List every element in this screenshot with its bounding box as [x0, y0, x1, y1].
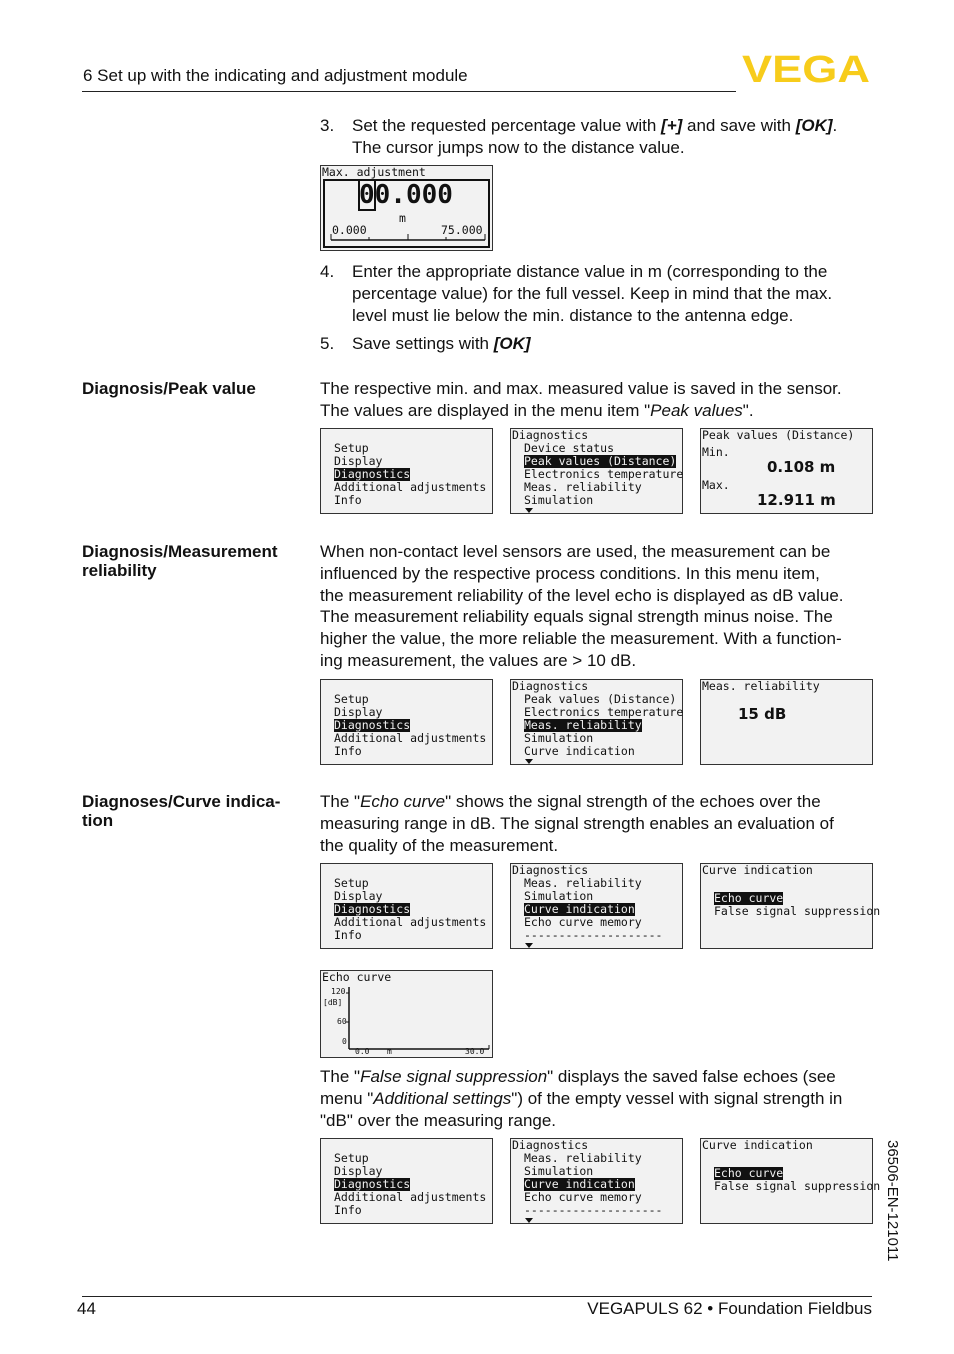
selected-menu-item: Curve indication: [524, 902, 635, 916]
step-3-line-2: The cursor jumps now to the distance value.: [352, 137, 685, 157]
scale-min: 0.000: [332, 223, 367, 237]
min-value: 0.108 m: [767, 458, 836, 476]
y-axis-top-label: 120: [331, 987, 346, 996]
selected-menu-item: Diagnostics: [334, 1177, 411, 1191]
peak-main-menu: Setup Display Diagnostics Additional adjustments Info: [320, 428, 493, 514]
curve-text-1: The "Echo curve" shows the signal strength of the echoes over the measuring range in dB. The signal strength enables an evaluation of the quality of the measurement.: [320, 792, 834, 855]
selected-menu-item: Diagnostics: [334, 718, 411, 732]
y-axis-mid-label: 60: [337, 1017, 347, 1026]
x-axis-min-label: 0.0: [355, 1047, 370, 1056]
document-code: 36506-EN-121011: [884, 1140, 901, 1262]
step-4-text: Enter the appropriate distance value in m (corresponding to the percentage value) for the full vessel. Keep in mind that the max. level must lie below the min. distance to the antenna edge.: [352, 262, 833, 325]
selected-menu-item: Meas. reliability: [524, 718, 642, 732]
selected-menu-item: Diagnostics: [334, 467, 411, 481]
max-adjustment-display: [320, 165, 493, 251]
scroll-down-icon: [525, 943, 533, 948]
peak-diag-menu: Diagnostics Device status Peak values (Distance) Electronics temperature Meas. reliability Simulation: [510, 428, 683, 514]
product-name: VEGAPULS 62 • Foundation Fieldbus: [587, 1299, 872, 1318]
scroll-down-icon: [525, 508, 533, 513]
selected-menu-item: Echo curve: [714, 891, 784, 905]
scale-max: 75.000: [441, 223, 483, 237]
reliability-text: When non-contact level sensors are used, the measurement can be influenced by the respective process conditions. In this menu item, the measurement reliability of the level echo is displayed as dB value. The measurement reliability equals signal strength minus noise. The higher the value, the more reliable the measurement. With a function- ing measurement, the values are > 10 dB.: [320, 542, 844, 670]
step-5-number: 5.: [320, 334, 335, 353]
peak-values-screen: Peak values (Distance) Min. 0.108 m Max. 12.911 m: [700, 428, 873, 514]
curve-indication-menu: Curve indication Echo curve False signal suppression: [700, 863, 873, 949]
step-3-number: 3.: [320, 116, 335, 135]
unit-label: m: [399, 211, 406, 225]
selected-menu-item: Peak values (Distance): [524, 454, 677, 468]
logo-text: VEGA: [742, 52, 870, 84]
scroll-down-icon: [525, 759, 533, 764]
step-3-line-1: Set the requested percentage value with [+] and save with [OK].: [352, 116, 838, 135]
echo-curve-screen: Echo curve 120 [dB] 60 0 0.0 m 30.0: [320, 970, 493, 1058]
header-divider: [82, 91, 736, 92]
y-axis-unit: [dB]: [323, 998, 343, 1007]
echo-curve-axes: [341, 985, 491, 1051]
x-axis-max-label: 30.0: [465, 1047, 485, 1056]
reliability-diag-menu: Diagnostics Peak values (Distance) Electronics temperature Meas. reliability Simulation Curve indication: [510, 679, 683, 765]
suppression-main-menu: Setup Display Diagnostics Additional adjustments Info: [320, 1138, 493, 1224]
page-number: 44: [77, 1299, 96, 1318]
cursor-digit: 0: [359, 180, 375, 210]
curve-main-menu: Setup Display Diagnostics Additional adjustments Info: [320, 863, 493, 949]
peak-text: The respective min. and max. measured value is saved in the sensor. The values are displayed in the menu item "Peak values".: [320, 379, 842, 420]
curve-diag-menu: Diagnostics Meas. reliability Simulation Curve indication Echo curve memory --------------------: [510, 863, 683, 949]
curve-heading: Diagnoses/Curve indica- tion: [82, 792, 281, 830]
curve-text-2: The "False signal suppression" displays the saved false echoes (see menu "Additional settings") of the empty vessel with signal strength in "dB" over the measuring range.: [320, 1067, 843, 1130]
step-3-text: [352, 115, 882, 159]
footer-divider: [82, 1296, 872, 1297]
reliability-heading: Diagnosis/Measurement reliability: [82, 542, 278, 580]
scroll-down-icon: [525, 1218, 533, 1223]
y-axis-zero-label: 0: [342, 1037, 347, 1046]
max-value: 12.911 m: [757, 491, 836, 509]
reliability-value-screen: Meas. reliability 15 dB: [700, 679, 873, 765]
reliability-main-menu: Setup Display Diagnostics Additional adjustments Info: [320, 679, 493, 765]
reliability-value: 15 dB: [738, 705, 787, 723]
selected-menu-item: Diagnostics: [334, 902, 411, 916]
step-4-number: 4.: [320, 262, 335, 281]
selected-menu-item: Curve indication: [524, 1177, 635, 1191]
x-axis-unit: m: [387, 1047, 392, 1056]
section-title: 6 Set up with the indicating and adjustment module: [83, 66, 468, 85]
selected-menu-item: Echo curve: [714, 1166, 784, 1180]
display-title: Max. adjustment: [322, 165, 426, 179]
suppression-curve-menu: Curve indication Echo curve False signal suppression: [700, 1138, 873, 1224]
vega-logo: [742, 52, 872, 84]
scale-bar: [329, 232, 487, 242]
suppression-diag-menu: Diagnostics Meas. reliability Simulation Curve indication Echo curve memory --------------------: [510, 1138, 683, 1224]
step-5-text: Save settings with [OK]: [352, 334, 531, 353]
peak-heading: Diagnosis/Peak value: [82, 379, 256, 398]
adjust-value: 00.000: [359, 180, 453, 210]
